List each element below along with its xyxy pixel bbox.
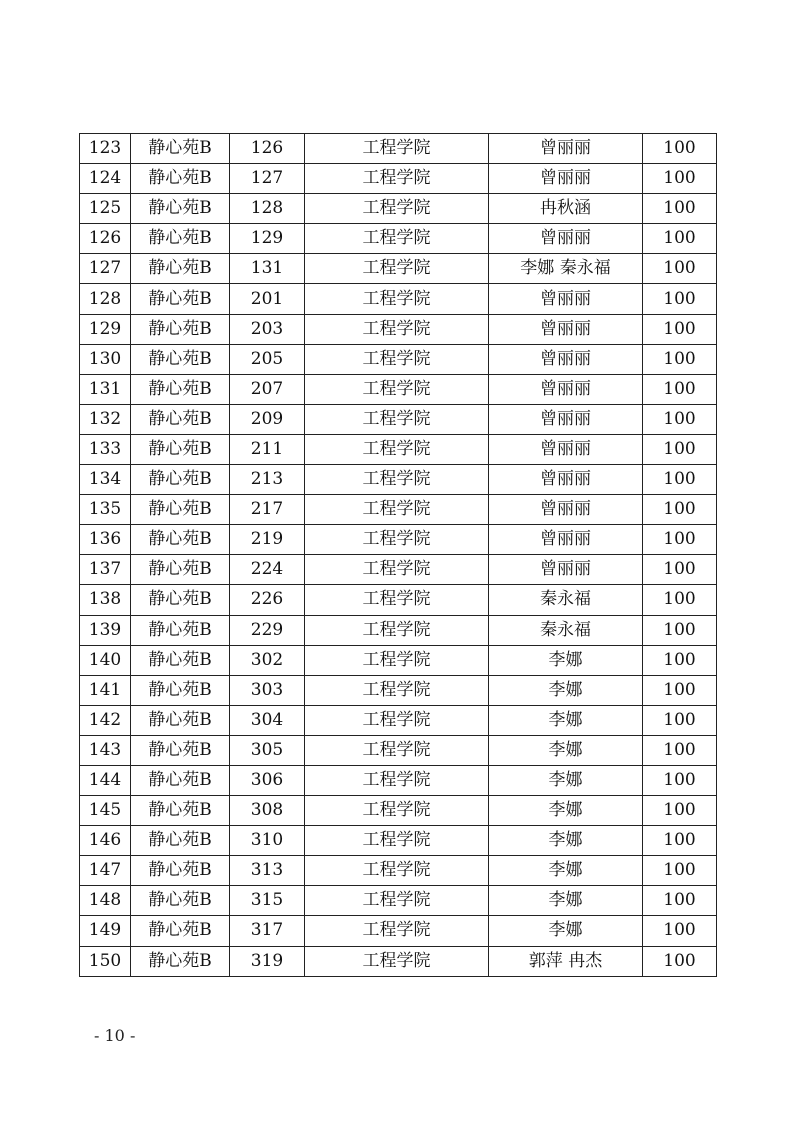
score-cell: 100 bbox=[643, 434, 717, 464]
responsible-person-cell: 李娜 bbox=[489, 796, 643, 826]
row-number-cell: 148 bbox=[80, 886, 131, 916]
row-number-cell: 135 bbox=[80, 495, 131, 525]
building-cell: 静心苑B bbox=[131, 645, 230, 675]
row-number-cell: 129 bbox=[80, 314, 131, 344]
row-number-cell: 146 bbox=[80, 826, 131, 856]
building-cell: 静心苑B bbox=[131, 404, 230, 434]
table-row bbox=[80, 705, 717, 735]
college-cell: 工程学院 bbox=[305, 585, 489, 615]
room-number-cell: 310 bbox=[230, 826, 305, 856]
score-cell: 100 bbox=[643, 314, 717, 344]
table-row bbox=[80, 765, 717, 795]
table-row bbox=[80, 946, 717, 976]
table-row bbox=[80, 735, 717, 765]
table-row bbox=[80, 856, 717, 886]
row-number-cell: 127 bbox=[80, 254, 131, 284]
row-number-cell: 136 bbox=[80, 525, 131, 555]
building-cell: 静心苑B bbox=[131, 856, 230, 886]
table-row bbox=[80, 254, 717, 284]
responsible-person-cell: 曾丽丽 bbox=[489, 555, 643, 585]
college-cell: 工程学院 bbox=[305, 404, 489, 434]
score-cell: 100 bbox=[643, 465, 717, 495]
college-cell: 工程学院 bbox=[305, 224, 489, 254]
row-number-cell: 144 bbox=[80, 765, 131, 795]
college-cell: 工程学院 bbox=[305, 916, 489, 946]
room-number-cell: 201 bbox=[230, 284, 305, 314]
responsible-person-cell: 李娜 bbox=[489, 916, 643, 946]
score-cell: 100 bbox=[643, 735, 717, 765]
responsible-person-cell: 李娜 秦永福 bbox=[489, 254, 643, 284]
college-cell: 工程学院 bbox=[305, 856, 489, 886]
room-number-cell: 313 bbox=[230, 856, 305, 886]
row-number-cell: 134 bbox=[80, 465, 131, 495]
score-cell: 100 bbox=[643, 284, 717, 314]
room-number-cell: 129 bbox=[230, 224, 305, 254]
room-number-cell: 127 bbox=[230, 164, 305, 194]
building-cell: 静心苑B bbox=[131, 194, 230, 224]
responsible-person-cell: 曾丽丽 bbox=[489, 344, 643, 374]
dormitory-score-table bbox=[79, 133, 717, 977]
building-cell: 静心苑B bbox=[131, 465, 230, 495]
college-cell: 工程学院 bbox=[305, 254, 489, 284]
building-cell: 静心苑B bbox=[131, 796, 230, 826]
college-cell: 工程学院 bbox=[305, 134, 489, 164]
room-number-cell: 319 bbox=[230, 946, 305, 976]
table-row bbox=[80, 555, 717, 585]
responsible-person-cell: 曾丽丽 bbox=[489, 495, 643, 525]
row-number-cell: 126 bbox=[80, 224, 131, 254]
responsible-person-cell: 曾丽丽 bbox=[489, 164, 643, 194]
building-cell: 静心苑B bbox=[131, 134, 230, 164]
table-row bbox=[80, 585, 717, 615]
college-cell: 工程学院 bbox=[305, 555, 489, 585]
score-cell: 100 bbox=[643, 525, 717, 555]
building-cell: 静心苑B bbox=[131, 765, 230, 795]
room-number-cell: 305 bbox=[230, 735, 305, 765]
building-cell: 静心苑B bbox=[131, 916, 230, 946]
college-cell: 工程学院 bbox=[305, 374, 489, 404]
room-number-cell: 209 bbox=[230, 404, 305, 434]
score-cell: 100 bbox=[643, 585, 717, 615]
college-cell: 工程学院 bbox=[305, 495, 489, 525]
college-cell: 工程学院 bbox=[305, 164, 489, 194]
room-number-cell: 308 bbox=[230, 796, 305, 826]
table-row bbox=[80, 164, 717, 194]
room-number-cell: 211 bbox=[230, 434, 305, 464]
score-cell: 100 bbox=[643, 946, 717, 976]
room-number-cell: 205 bbox=[230, 344, 305, 374]
score-cell: 100 bbox=[643, 645, 717, 675]
score-cell: 100 bbox=[643, 344, 717, 374]
building-cell: 静心苑B bbox=[131, 374, 230, 404]
responsible-person-cell: 李娜 bbox=[489, 705, 643, 735]
college-cell: 工程学院 bbox=[305, 826, 489, 856]
responsible-person-cell: 冉秋涵 bbox=[489, 194, 643, 224]
responsible-person-cell: 曾丽丽 bbox=[489, 434, 643, 464]
table-row bbox=[80, 314, 717, 344]
table-body bbox=[80, 134, 717, 977]
building-cell: 静心苑B bbox=[131, 886, 230, 916]
room-number-cell: 126 bbox=[230, 134, 305, 164]
college-cell: 工程学院 bbox=[305, 314, 489, 344]
row-number-cell: 124 bbox=[80, 164, 131, 194]
college-cell: 工程学院 bbox=[305, 194, 489, 224]
row-number-cell: 137 bbox=[80, 555, 131, 585]
table-row bbox=[80, 796, 717, 826]
responsible-person-cell: 李娜 bbox=[489, 735, 643, 765]
row-number-cell: 138 bbox=[80, 585, 131, 615]
room-number-cell: 203 bbox=[230, 314, 305, 344]
score-cell: 100 bbox=[643, 705, 717, 735]
table-row bbox=[80, 465, 717, 495]
room-number-cell: 213 bbox=[230, 465, 305, 495]
row-number-cell: 133 bbox=[80, 434, 131, 464]
score-cell: 100 bbox=[643, 374, 717, 404]
college-cell: 工程学院 bbox=[305, 525, 489, 555]
row-number-cell: 143 bbox=[80, 735, 131, 765]
building-cell: 静心苑B bbox=[131, 946, 230, 976]
responsible-person-cell: 李娜 bbox=[489, 886, 643, 916]
building-cell: 静心苑B bbox=[131, 224, 230, 254]
building-cell: 静心苑B bbox=[131, 615, 230, 645]
building-cell: 静心苑B bbox=[131, 555, 230, 585]
room-number-cell: 315 bbox=[230, 886, 305, 916]
table-row bbox=[80, 434, 717, 464]
college-cell: 工程学院 bbox=[305, 796, 489, 826]
building-cell: 静心苑B bbox=[131, 525, 230, 555]
table-row bbox=[80, 525, 717, 555]
table-row bbox=[80, 675, 717, 705]
college-cell: 工程学院 bbox=[305, 284, 489, 314]
row-number-cell: 147 bbox=[80, 856, 131, 886]
room-number-cell: 131 bbox=[230, 254, 305, 284]
row-number-cell: 140 bbox=[80, 645, 131, 675]
room-number-cell: 128 bbox=[230, 194, 305, 224]
building-cell: 静心苑B bbox=[131, 705, 230, 735]
college-cell: 工程学院 bbox=[305, 434, 489, 464]
table-row bbox=[80, 886, 717, 916]
row-number-cell: 139 bbox=[80, 615, 131, 645]
responsible-person-cell: 曾丽丽 bbox=[489, 374, 643, 404]
row-number-cell: 128 bbox=[80, 284, 131, 314]
college-cell: 工程学院 bbox=[305, 465, 489, 495]
room-number-cell: 226 bbox=[230, 585, 305, 615]
score-cell: 100 bbox=[643, 826, 717, 856]
table-row bbox=[80, 916, 717, 946]
responsible-person-cell: 曾丽丽 bbox=[489, 465, 643, 495]
table-row bbox=[80, 826, 717, 856]
college-cell: 工程学院 bbox=[305, 675, 489, 705]
row-number-cell: 142 bbox=[80, 705, 131, 735]
row-number-cell: 145 bbox=[80, 796, 131, 826]
score-cell: 100 bbox=[643, 796, 717, 826]
score-cell: 100 bbox=[643, 495, 717, 525]
college-cell: 工程学院 bbox=[305, 344, 489, 374]
score-cell: 100 bbox=[643, 164, 717, 194]
responsible-person-cell: 李娜 bbox=[489, 856, 643, 886]
table-row bbox=[80, 404, 717, 434]
building-cell: 静心苑B bbox=[131, 735, 230, 765]
building-cell: 静心苑B bbox=[131, 495, 230, 525]
table-row bbox=[80, 134, 717, 164]
row-number-cell: 132 bbox=[80, 404, 131, 434]
college-cell: 工程学院 bbox=[305, 765, 489, 795]
responsible-person-cell: 李娜 bbox=[489, 675, 643, 705]
row-number-cell: 141 bbox=[80, 675, 131, 705]
room-number-cell: 304 bbox=[230, 705, 305, 735]
room-number-cell: 317 bbox=[230, 916, 305, 946]
score-cell: 100 bbox=[643, 194, 717, 224]
score-cell: 100 bbox=[643, 254, 717, 284]
building-cell: 静心苑B bbox=[131, 434, 230, 464]
building-cell: 静心苑B bbox=[131, 826, 230, 856]
responsible-person-cell: 李娜 bbox=[489, 765, 643, 795]
college-cell: 工程学院 bbox=[305, 946, 489, 976]
row-number-cell: 131 bbox=[80, 374, 131, 404]
table-row bbox=[80, 645, 717, 675]
college-cell: 工程学院 bbox=[305, 705, 489, 735]
room-number-cell: 217 bbox=[230, 495, 305, 525]
college-cell: 工程学院 bbox=[305, 645, 489, 675]
building-cell: 静心苑B bbox=[131, 254, 230, 284]
table-row bbox=[80, 344, 717, 374]
score-cell: 100 bbox=[643, 224, 717, 254]
responsible-person-cell: 李娜 bbox=[489, 645, 643, 675]
table-row bbox=[80, 224, 717, 254]
responsible-person-cell: 秦永福 bbox=[489, 615, 643, 645]
score-cell: 100 bbox=[643, 765, 717, 795]
room-number-cell: 302 bbox=[230, 645, 305, 675]
responsible-person-cell: 曾丽丽 bbox=[489, 404, 643, 434]
college-cell: 工程学院 bbox=[305, 615, 489, 645]
building-cell: 静心苑B bbox=[131, 314, 230, 344]
row-number-cell: 123 bbox=[80, 134, 131, 164]
row-number-cell: 130 bbox=[80, 344, 131, 374]
responsible-person-cell: 曾丽丽 bbox=[489, 314, 643, 344]
building-cell: 静心苑B bbox=[131, 344, 230, 374]
score-cell: 100 bbox=[643, 916, 717, 946]
building-cell: 静心苑B bbox=[131, 284, 230, 314]
responsible-person-cell: 曾丽丽 bbox=[489, 224, 643, 254]
score-cell: 100 bbox=[643, 555, 717, 585]
room-number-cell: 207 bbox=[230, 374, 305, 404]
table-row bbox=[80, 284, 717, 314]
table-row bbox=[80, 374, 717, 404]
responsible-person-cell: 曾丽丽 bbox=[489, 525, 643, 555]
room-number-cell: 303 bbox=[230, 675, 305, 705]
room-number-cell: 306 bbox=[230, 765, 305, 795]
building-cell: 静心苑B bbox=[131, 675, 230, 705]
score-cell: 100 bbox=[643, 675, 717, 705]
table-row bbox=[80, 495, 717, 525]
page-number: - 10 - bbox=[94, 1026, 136, 1045]
row-number-cell: 150 bbox=[80, 946, 131, 976]
college-cell: 工程学院 bbox=[305, 735, 489, 765]
room-number-cell: 229 bbox=[230, 615, 305, 645]
score-cell: 100 bbox=[643, 886, 717, 916]
row-number-cell: 125 bbox=[80, 194, 131, 224]
building-cell: 静心苑B bbox=[131, 164, 230, 194]
responsible-person-cell: 秦永福 bbox=[489, 585, 643, 615]
room-number-cell: 219 bbox=[230, 525, 305, 555]
responsible-person-cell: 李娜 bbox=[489, 826, 643, 856]
table-row bbox=[80, 615, 717, 645]
row-number-cell: 149 bbox=[80, 916, 131, 946]
score-cell: 100 bbox=[643, 134, 717, 164]
college-cell: 工程学院 bbox=[305, 886, 489, 916]
score-cell: 100 bbox=[643, 615, 717, 645]
score-cell: 100 bbox=[643, 404, 717, 434]
building-cell: 静心苑B bbox=[131, 585, 230, 615]
room-number-cell: 224 bbox=[230, 555, 305, 585]
responsible-person-cell: 郭萍 冉杰 bbox=[489, 946, 643, 976]
score-cell: 100 bbox=[643, 856, 717, 886]
responsible-person-cell: 曾丽丽 bbox=[489, 134, 643, 164]
responsible-person-cell: 曾丽丽 bbox=[489, 284, 643, 314]
table-row bbox=[80, 194, 717, 224]
